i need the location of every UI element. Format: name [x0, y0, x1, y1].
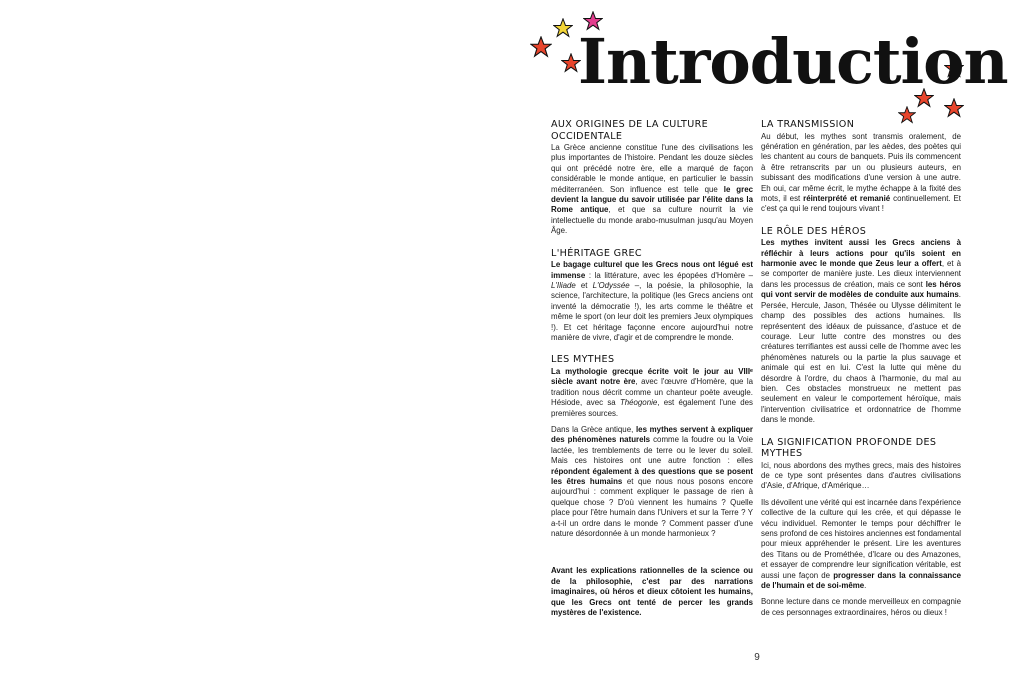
section-signification [761, 437, 961, 619]
paragraph: Les mythes invitent aussi les Grecs anciens à réfléchir à leurs actions pour qu'ils soient en harmonie avec le monde que Zeus leur a offert, et à se comporter de manière juste. Les dieux interviennent dans les processus de création, mais ce sont les héros qui vont servir de modèles de conduite aux humains. Persée, Hercule, Jason, Thésée ou Ulysse délimitent le champ des possibles des actions humaines. Ils représentent des idéaux de puissance, d'astuce et de courage. Leur lutte contre des monstres ou des créatures terrifiantes est aussi celle de l'homme avec les phénomènes naturels ou la partie la plus sauvage et animale qui est en lui. C'est la lutte qui mène du désordre à l'ordre, du chaos à l'harmonie, du mal au bien. Ces obstacles monstrueux ne mettent pas seulement en valeur le comportement héroïque, mais l'intervention civilisatrice et ordonnatrice de l'homme dans le monde. [761, 238, 961, 425]
title-area [520, 8, 1008, 124]
section-heading: LE RÔLE DES HÉROS [761, 225, 867, 237]
page-title: Introduction [578, 25, 1008, 98]
page-number: 9 [754, 652, 760, 663]
section-origines [551, 119, 753, 237]
section-heading: LA SIGNIFICATION PROFONDE DES MYTHES [761, 436, 937, 460]
paragraph: Bonne lecture dans ce monde merveilleux en compagnie de ces personnages extraordinaires, héros ou dieux ! [761, 597, 961, 617]
paragraph: Ils dévoilent une vérité qui est incarnée dans l'expérience collective de la culture qui les crée, et qui dépasse le vécu individuel. Remonter le temps pour déchiffrer le sens profond de ces histoires anciennes est fondamental pour mieux appréhender le présent. Lire les aventures des Titans ou de Prométhée, d'Icare ou des Amazones, et essayer de comprendre leur signification véritable, est aussi une façon de progresser dans la connaissance de l'humain et de soi-même. [761, 497, 961, 591]
paragraph: Ici, nous abordons des mythes grecs, mais des histoires de ce type sont présentes dans d'autres civilisations d'Asie, d'Afrique, d'Amérique… [761, 460, 961, 491]
section-heading: LES MYTHES [551, 354, 615, 366]
section-heritage [551, 248, 753, 344]
paragraph: Au début, les mythes sont transmis oralement, de génération en génération, par les aèdes, des poètes qui les chantent au cours de banquets. Puis ils commencent à être retranscrits par un ou plusieurs auteurs, en subissant des modifications d'une version à une autre. Eh oui, car même écrit, le mythe échappe à la fixité des mots, il est réinterprété et remanié continuellement. Et c'est ça qui le rend toujours vivant ! [761, 131, 961, 214]
closing-paragraph: Avant les explications rationnelles de la science ou de la philosophie, c'est par des narrations imaginaires, où héros et dieux côtoient les humains, que les Grecs ont tenté de percer les grands mystères de l'existence. [551, 566, 753, 618]
paragraph: La mythologie grecque écrite voit le jour au VIIIᵉ siècle avant notre ère, avec l'œuvre d'Homère, que la tradition nous décrit comme un chanteur poète aveugle. Hésiode, avec sa Théogonie, est également l'une des premières sources. [551, 366, 753, 418]
section-mythes [551, 354, 753, 539]
section-heading: AUX ORIGINES DE LA CULTURE OCCIDENTALE [551, 119, 709, 142]
left-column [551, 119, 753, 624]
right-column [761, 119, 961, 629]
paragraph: La Grèce ancienne constitue l'une des civilisations les plus importantes de l'histoire. Pendant les douze siècles qui ont précédé notre ère, elle a marqué de façon considérable le monde antique, en particulier le bassin méditerranéen. Son influence est telle que le grec devient la langue du savoir utilisée par l'élite dans la Rome antique, et que sa culture nourrit la vie intellectuelle du monde arabo-musulman jusqu'au Moyen Âge. [551, 143, 753, 236]
section-heading: L'HÉRITAGE GREC [551, 247, 642, 259]
spacer [551, 550, 753, 566]
star-icon [553, 18, 573, 38]
star-icon [530, 36, 552, 58]
paragraph: Dans la Grèce antique, les mythes servent à expliquer des phénomènes naturels comme la foudre ou la Voie lactée, les tremblements de terre ou le lever du soleil. Mais ces histoires ont une autre fonction : elles répondent également à des questions que se posent les êtres humains et que nous nous posons encore aujourd'hui : comment expliquer le passage de rien à quelque chose ? D'où viennent les humains ? Quelle place pour l'être humain dans l'Univers et sur la Terre ? Y a-t-il un ordre dans le monde ? Comment passer d'une nature désordonnée à un monde harmonieux ? [551, 424, 753, 538]
paragraph: Le bagage culturel que les Grecs nous ont légué est immense : la littérature, avec les épopées d'Homère – L'Iliade et L'Odyssée –, la poésie, la philosophie, la science, l'architecture, la politique (les Grecs anciens ont inventé la démocratie !), les arts comme le théâtre et même le sport (on leur doit les premiers Jeux olympiques !). Et cet héritage façonne encore aujourd'hui notre manière de vivre, d'agir et de comprendre le monde. [551, 260, 753, 342]
section-heading: LA TRANSMISSION [761, 119, 855, 130]
section-transmission [761, 119, 961, 215]
section-heros [761, 226, 961, 426]
